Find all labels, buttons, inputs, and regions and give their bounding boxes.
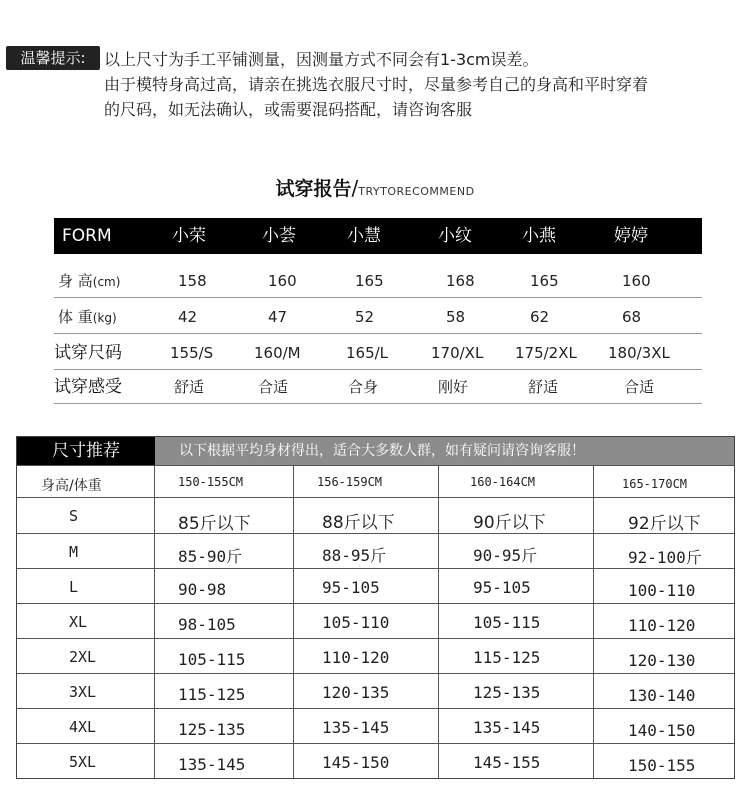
row-label-unit: (cm): [92, 275, 121, 289]
report-row-height: [54, 264, 702, 298]
size-cell: 100-110: [628, 581, 696, 600]
row-label-text: 体 重: [58, 308, 93, 326]
report-cell: 68: [622, 308, 642, 326]
size-label: 3XL: [69, 683, 97, 701]
size-cell: 140-150: [628, 721, 696, 740]
grid-line: [17, 743, 734, 744]
report-header-label: FORM: [62, 226, 112, 246]
report-row-feel: [54, 370, 702, 404]
size-cell: 135-145: [322, 718, 390, 737]
grid-line: [593, 465, 594, 778]
size-cell: 90-98: [178, 580, 227, 599]
size-recommendation-table: [16, 436, 735, 779]
report-cell: 160: [268, 272, 297, 290]
size-cell: 110-120: [628, 616, 696, 635]
grid-line: [293, 465, 294, 778]
report-cell: 47: [268, 308, 288, 326]
size-cell: 105-115: [473, 613, 541, 632]
report-cell: 160: [622, 272, 651, 290]
column-header: 150-155CM: [178, 475, 244, 489]
row-label-text: 试穿感受: [54, 377, 122, 397]
model-name: 小燕: [522, 226, 556, 246]
row-label-unit: (kg): [92, 311, 117, 325]
column-header: 165-170CM: [622, 477, 688, 491]
size-cell: 125-135: [473, 683, 541, 702]
grid-line: [17, 497, 734, 498]
report-cell: 舒适: [528, 378, 559, 396]
size-cell: 105-110: [322, 613, 390, 632]
row-label: [58, 300, 117, 335]
column-header: 156-159CM: [317, 475, 383, 489]
size-cell: 105-115: [178, 650, 246, 669]
grid-line: [17, 603, 734, 604]
size-cell: 92-100斤: [628, 548, 702, 567]
size-label: L: [69, 578, 79, 596]
size-cell: 98-105: [178, 615, 236, 634]
size-cell: 145-150: [322, 753, 390, 772]
report-row-weight: [54, 300, 702, 334]
notice-line-2: 由于模特身高过高，请亲在挑选衣服尺寸时，尽量参考自己的身高和平时穿着: [104, 75, 649, 94]
report-title: [0, 174, 750, 201]
grid-line: [17, 708, 734, 709]
model-name: 小荣: [172, 226, 206, 246]
size-cell: 110-120: [322, 648, 390, 667]
grid-line: [17, 638, 734, 639]
report-cell: 160/M: [254, 344, 301, 362]
notice-badge: 温馨提示:: [6, 46, 100, 70]
report-cell: 合身: [348, 378, 379, 396]
size-label: 5XL: [69, 753, 97, 771]
model-name: 婷婷: [614, 226, 648, 246]
report-cell: 170/XL: [431, 344, 484, 362]
row-label-text: 身 高: [58, 272, 93, 290]
size-cell: 115-125: [178, 685, 246, 704]
report-cell: 165: [355, 272, 384, 290]
size-cell: 115-125: [473, 648, 541, 667]
report-row-size: [54, 336, 702, 370]
grid-line: [154, 465, 155, 778]
notice-line-3: 的尺码，如无法确认，或需要混码搭配，请咨询客服: [104, 100, 473, 119]
size-cell: 145-155: [473, 753, 541, 772]
column-header: 160-164CM: [470, 475, 536, 489]
size-cell: 85斤以下: [178, 514, 251, 534]
notice-line-1: 以上尺寸为手工平铺测量，因测量方式不同会有1-3cm误差。: [104, 50, 539, 69]
size-label: M: [69, 543, 79, 561]
model-name: 小纹: [438, 226, 472, 246]
report-cell: 158: [178, 272, 207, 290]
size-cell: 88-95斤: [322, 546, 387, 565]
size-cell: 135-145: [473, 718, 541, 737]
report-cell: 舒适: [174, 378, 205, 396]
report-cell: 180/3XL: [608, 344, 670, 362]
size-cell: 150-155: [628, 756, 696, 775]
report-cell: 合适: [624, 378, 655, 396]
row-label: [58, 264, 120, 299]
corner-label: 身高/体重: [41, 478, 102, 494]
report-cell: 168: [446, 272, 475, 290]
model-name: 小慧: [347, 226, 381, 246]
grid-line: [17, 465, 734, 466]
report-cell: 52: [355, 308, 375, 326]
size-cell: 88斤以下: [322, 513, 395, 533]
size-cell: 90斤以下: [473, 513, 546, 533]
size-cell: 135-145: [178, 755, 246, 774]
grid-line: [17, 673, 734, 674]
report-title-slash: /: [351, 176, 359, 200]
grid-line: [17, 568, 734, 569]
report-cell: 合适: [258, 378, 289, 396]
size-cell: 125-135: [178, 720, 246, 739]
report-cell: 62: [530, 308, 550, 326]
size-label: 4XL: [69, 718, 97, 736]
size-table-note: 以下根据平均身材得出，适合大多数人群，如有疑问请咨询客服！: [155, 437, 734, 465]
size-table-title: 尺寸推荐: [17, 437, 155, 465]
report-title-text: 试穿报告: [275, 178, 352, 200]
size-label: 2XL: [69, 648, 97, 666]
model-name: 小荟: [262, 226, 296, 246]
size-cell: 130-140: [628, 686, 696, 705]
size-cell: 85-90斤: [178, 547, 243, 566]
size-cell: 120-135: [322, 683, 390, 702]
report-cell: 165/L: [346, 344, 389, 362]
report-cell: 刚好: [438, 378, 469, 396]
grid-line: [17, 533, 734, 534]
report-header: [54, 218, 702, 254]
size-cell: 95-105: [322, 578, 380, 597]
row-label-text: 试穿尺码: [54, 343, 122, 363]
size-cell: 120-130: [628, 651, 696, 670]
report-cell: 58: [446, 308, 466, 326]
size-label: S: [69, 507, 79, 525]
report-cell: 155/S: [170, 344, 214, 362]
report-cell: 165: [530, 272, 559, 290]
size-cell: 90-95斤: [473, 546, 538, 565]
size-label: XL: [69, 613, 88, 631]
size-cell: 95-105: [473, 578, 531, 597]
report-cell: 42: [178, 308, 198, 326]
report-subtitle: TRYTORECOMMEND: [358, 185, 475, 198]
report-cell: 175/2XL: [515, 344, 577, 362]
size-cell: 92斤以下: [628, 514, 701, 534]
grid-line: [438, 465, 439, 778]
